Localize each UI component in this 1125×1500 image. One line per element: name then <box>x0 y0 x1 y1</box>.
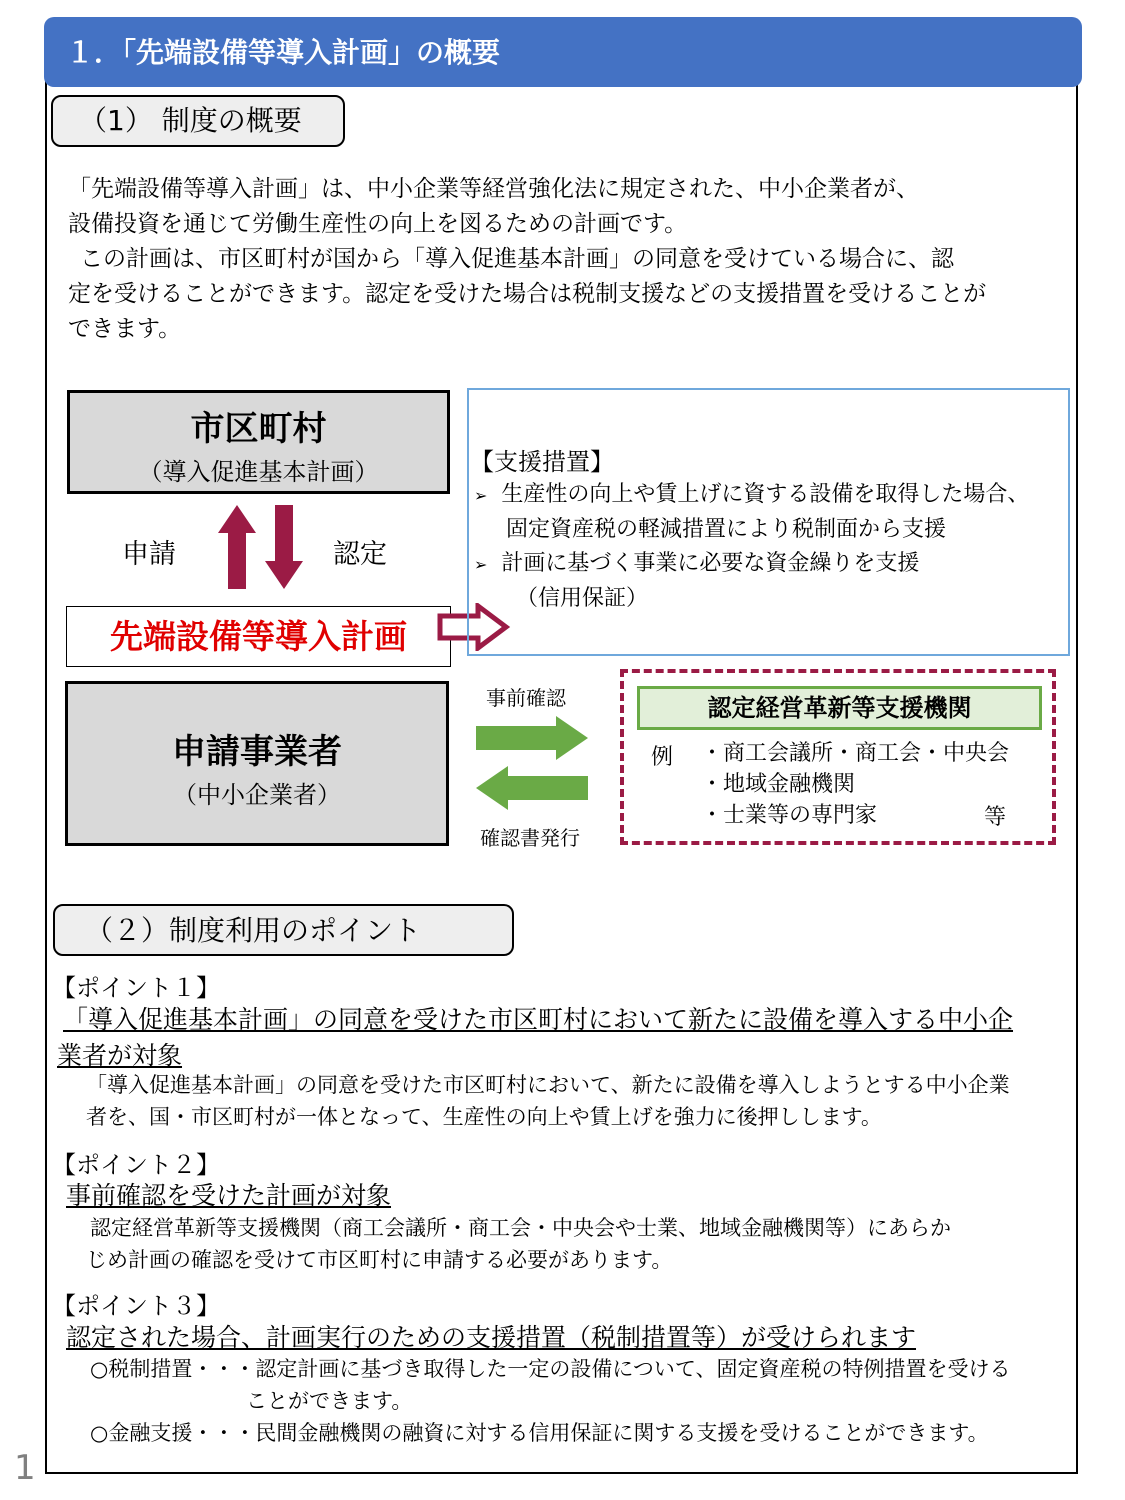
body-line: 「導入促進基本計画」の同意を受けた市区町村において、新たに設備を導入しようとする中小企業 <box>86 1073 1010 1097</box>
para-line: できます。 <box>68 316 182 342</box>
right-green-arrow-icon <box>474 714 592 762</box>
para-line: 設備投資を通じて労働生産性の向上を図るための計画です。 <box>68 211 688 237</box>
support-list <box>474 478 1064 616</box>
point1-heading: 【ポイント１】 <box>52 974 220 1002</box>
support-item-cont: （信用保証） <box>516 586 649 611</box>
page-title: １．「先端設備等導入計画」の概要 <box>44 17 1082 87</box>
point1-body <box>86 1069 1071 1133</box>
bullet-arrow-icon: ➢ <box>474 486 488 505</box>
section1-paragraph <box>68 172 1068 347</box>
plan-box <box>66 606 451 667</box>
applicant-title: 申請事業者 <box>172 732 342 772</box>
title-line: 業者が対象 <box>57 1041 183 1070</box>
body-line: 者を、国・市区町村が一体となって、生産性の向上や賃上げを強力に後押しします。 <box>86 1105 882 1129</box>
agency-list <box>701 738 1009 831</box>
up-down-arrows-icon <box>205 503 315 591</box>
body-line: 認定経営革新等支援機関（商工会議所・商工会・中央会や士業、地域金融機関等）にあらか <box>90 1216 951 1240</box>
title-line: 事前確認を受けた計画が対象 <box>66 1181 392 1210</box>
support-item: ➢ 生産性の向上や賃上げに資する設備を取得した場合、 <box>474 482 1030 507</box>
left-green-arrow-icon <box>472 764 590 812</box>
page-number: 1 <box>14 1448 36 1488</box>
plan-label: 先端設備等導入計画 <box>110 617 407 656</box>
support-item: ➢ 計画に基づく事業に必要な資金繰りを支援 <box>474 551 920 576</box>
body-line: ○金融支援・・・民間金融機関の融資に対する信用保証に関する支援を受けることができます。 <box>90 1421 989 1445</box>
agency-etc: 等 <box>984 805 1007 830</box>
pre-check-label: 事前確認 <box>486 686 566 710</box>
agency-item: ・地域金融機関 <box>701 772 856 797</box>
section1-heading: （1） 制度の概要 <box>51 95 345 147</box>
section2-heading: （２）制度利用のポイント <box>53 904 514 956</box>
down-arrow-icon <box>265 505 303 589</box>
body-line: ○税制措置・・・認定計画に基づき取得した一定の設備について、固定資産税の特例措置を受ける <box>90 1357 1011 1381</box>
apply-label: 申請 <box>122 539 176 570</box>
body-line: ことができます。 <box>246 1389 413 1413</box>
point2-title <box>66 1178 391 1214</box>
municipality-box <box>67 390 450 494</box>
point3-body <box>90 1353 1075 1449</box>
cert-issue-label: 確認書発行 <box>480 826 580 850</box>
title-line: 「導入促進基本計画」の同意を受けた市区町村において新たに設備を導入する中小企 <box>63 1005 1014 1034</box>
bullet-arrow-icon: ➢ <box>474 555 488 574</box>
up-arrow-icon <box>218 505 256 589</box>
point2-heading: 【ポイント２】 <box>52 1151 220 1179</box>
agency-item: ・士業等の専門家 <box>701 803 878 828</box>
support-item-cont: 固定資産税の軽減措置により税制面から支援 <box>506 517 947 542</box>
point2-body <box>86 1212 1071 1276</box>
certify-label: 認定 <box>333 539 387 570</box>
title-line: 認定された場合、計画実行のための支援措置（税制措置等）が受けられます <box>66 1323 917 1352</box>
point3-title <box>66 1320 916 1356</box>
applicant-box <box>65 681 449 846</box>
body-line: じめ計画の確認を受けて市区町村に申請する必要があります。 <box>86 1248 673 1272</box>
para-line: この計画は、市区町村が国から「導入促進基本計画」の同意を受けている場合に、認 <box>80 246 954 272</box>
support-heading: 【支援措置】 <box>470 448 614 476</box>
point1-title <box>57 1002 1072 1074</box>
point3-heading: 【ポイント３】 <box>52 1292 220 1320</box>
municipality-subtitle: （導入促進基本計画） <box>138 458 379 486</box>
para-line: 「先端設備等導入計画」は、中小企業等経営強化法に規定された、中小企業者が、 <box>68 176 919 202</box>
agency-item: ・商工会議所・商工会・中央会 <box>701 741 1010 766</box>
agency-title: 認定経営革新等支援機関 <box>637 686 1042 730</box>
municipality-title: 市区町村 <box>190 409 327 449</box>
applicant-subtitle: （中小企業者） <box>173 781 341 809</box>
para-line: 定を受けることができます。認定を受けた場合は税制支援などの支援措置を受けることが <box>68 281 987 307</box>
agency-example-label: 例 <box>651 745 674 770</box>
